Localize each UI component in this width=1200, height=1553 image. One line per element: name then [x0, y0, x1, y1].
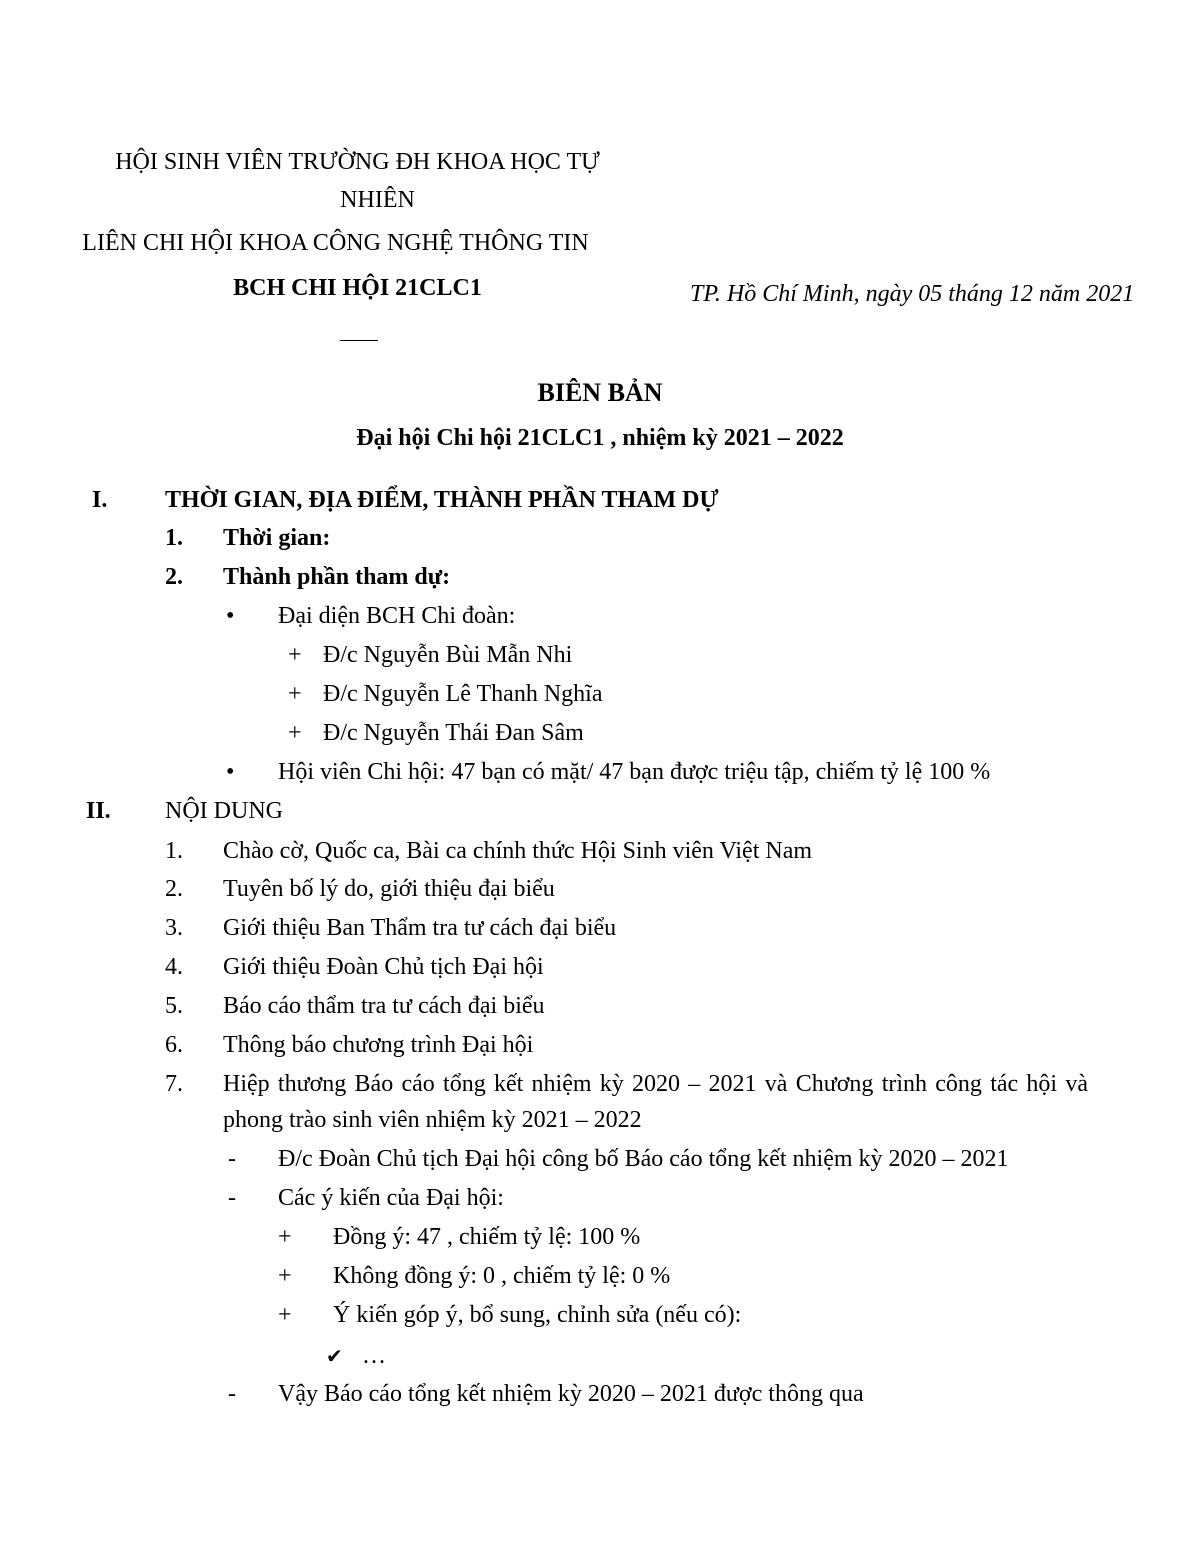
member-name: Đ/c Nguyễn Thái Đan Sâm [323, 720, 584, 746]
agenda-item: Tuyên bố lý do, giới thiệu đại biểu [223, 876, 555, 902]
header-divider [340, 340, 378, 341]
bullet-marker: • [226, 603, 235, 629]
agenda-item: Chào cờ, Quốc ca, Bài ca chính thức Hội Sinh viên Việt Nam [223, 838, 813, 864]
opinion-marker: + [278, 1224, 292, 1250]
agenda-number: 1. [165, 838, 183, 864]
bch-representatives-label: Đại diện BCH Chi đoàn: [278, 603, 516, 629]
dash-marker: - [228, 1381, 236, 1407]
feedback-label: Ý kiến góp ý, bổ sung, chỉnh sửa (nếu có): [333, 1302, 742, 1328]
agenda-number: 6. [165, 1032, 183, 1058]
agenda-item: Giới thiệu Ban Thẩm tra tư cách đại biểu [223, 915, 617, 941]
document-title: BIÊN BẢN [537, 378, 663, 407]
document-subtitle: Đại hội Chi hội 21CLC1 , nhiệm kỳ 2021 – 2022 [356, 425, 844, 451]
member-marker: + [288, 642, 302, 668]
organization-header [80, 147, 635, 177]
report-announcement: Đ/c Đoàn Chủ tịch Đại hội công bố Báo cáo tổng kết nhiệm kỳ 2020 – 2021 [278, 1146, 1009, 1172]
opinion-marker: + [278, 1263, 292, 1289]
dash-marker: - [228, 1146, 236, 1172]
section1-heading: THỜI GIAN, ĐỊA ĐIỂM, THÀNH PHẦN THAM DỰ [165, 487, 719, 513]
agenda-item: Giới thiệu Đoàn Chủ tịch Đại hội [223, 954, 544, 980]
org-faculty-line: LIÊN CHI HỘI KHOA CÔNG NGHỆ THÔNG TIN [82, 230, 589, 256]
agenda-item: Hiệp thương Báo cáo tổng kết nhiệm kỳ 2020 – 2021 và Chương trình công tác hội và phong trào sinh viên nhiệm kỳ 2021 – 2022 [223, 1071, 1088, 1133]
org-branch-line: BCH CHI HỘI 21CLC1 [233, 275, 482, 301]
agenda-item: Thông báo chương trình Đại hội [223, 1032, 534, 1058]
agenda-number: 5. [165, 993, 183, 1019]
agenda-number: 2. [165, 876, 183, 902]
agenda-item: Báo cáo thẩm tra tư cách đại biểu [223, 993, 545, 1019]
checkmark-icon: ✔ [326, 1344, 343, 1368]
section1-marker: I. [92, 487, 108, 513]
bullet-marker: • [226, 759, 235, 785]
section1-item2-label: Thành phần tham dự: [223, 564, 451, 590]
member-marker: + [288, 681, 302, 707]
org-name-line1: HỘI SINH VIÊN TRƯỜNG ĐH KHOA HỌC TỰ [115, 149, 600, 175]
section2-marker: II. [86, 798, 111, 824]
attendance-summary: Hội viên Chi hội: 47 bạn có mặt/ 47 bạn được triệu tập, chiếm tỷ lệ 100 % [278, 759, 991, 785]
section1-item2-number: 2. [165, 564, 183, 590]
organization-header-line2 [100, 185, 655, 215]
opinions-label: Các ý kiến của Đại hội: [278, 1185, 504, 1211]
agenda-number: 3. [165, 915, 183, 941]
feedback-placeholder: … [362, 1343, 386, 1369]
section1-item1-number: 1. [165, 525, 183, 551]
member-marker: + [288, 720, 302, 746]
org-name-line2: NHIÊN [340, 187, 415, 213]
report-approved: Vậy Báo cáo tổng kết nhiệm kỳ 2020 – 2021 được thông qua [278, 1381, 864, 1407]
agree-count: Đồng ý: 47 , chiếm tỷ lệ: 100 % [333, 1224, 641, 1250]
section1-item1-label: Thời gian: [223, 525, 331, 551]
agenda-number: 7. [165, 1071, 183, 1097]
organization-header-line3 [58, 228, 613, 258]
section2-heading: NỘI DUNG [165, 798, 283, 824]
organization-header-line4 [80, 273, 635, 303]
dash-marker: - [228, 1185, 236, 1211]
member-name: Đ/c Nguyễn Bùi Mẫn Nhi [323, 642, 573, 668]
agenda-number: 4. [165, 954, 183, 980]
disagree-count: Không đồng ý: 0 , chiếm tỷ lệ: 0 % [333, 1263, 671, 1289]
member-name: Đ/c Nguyễn Lê Thanh Nghĩa [323, 681, 603, 707]
place-date: TP. Hồ Chí Minh, ngày 05 tháng 12 năm 2021 [690, 281, 1135, 307]
opinion-marker: + [278, 1302, 292, 1328]
